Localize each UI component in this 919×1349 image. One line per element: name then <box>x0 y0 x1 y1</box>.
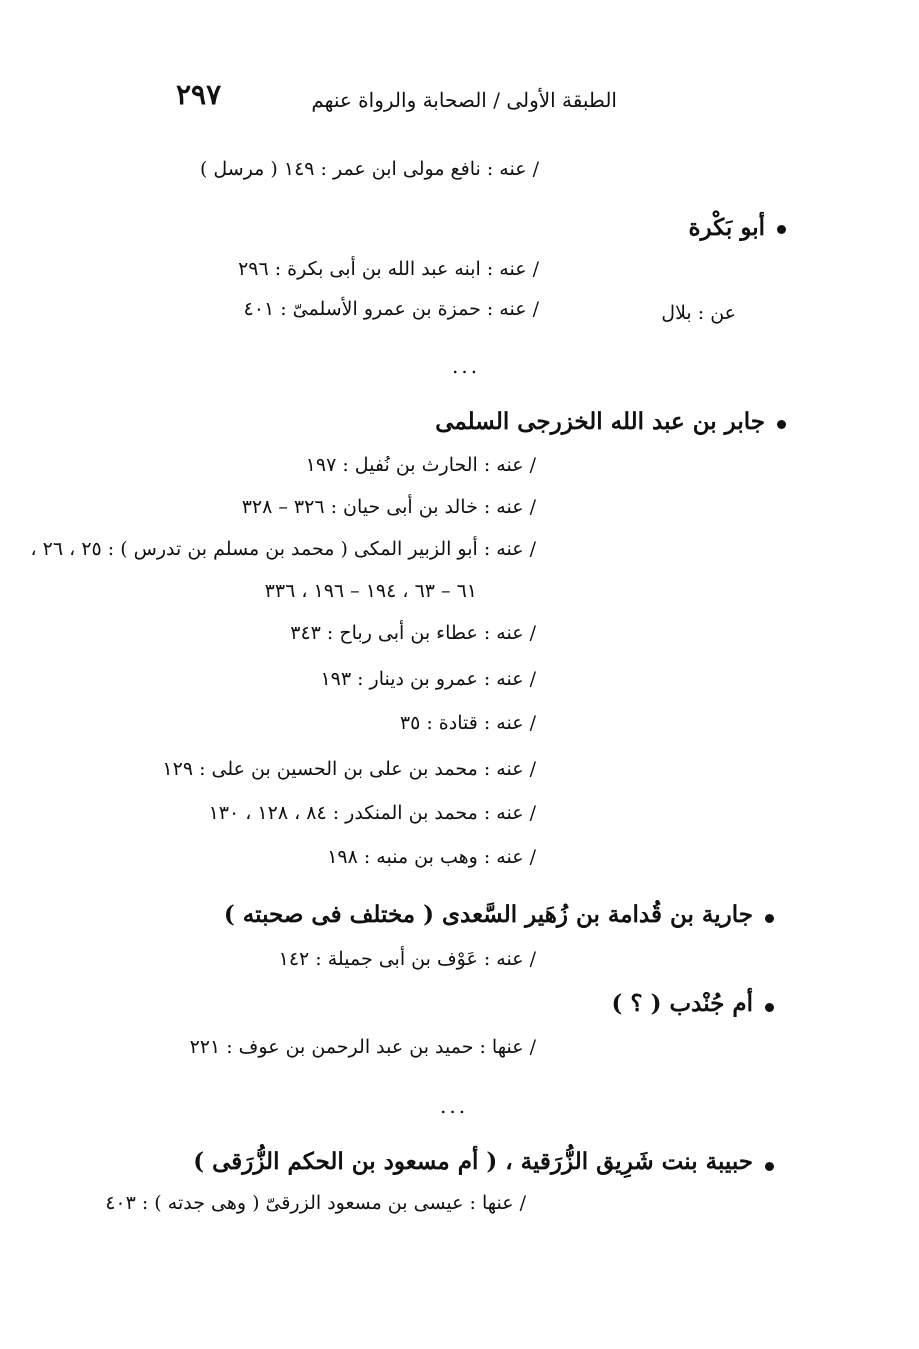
companion-name: جابر بن عبد الله الخزرجى السلمى <box>435 408 765 435</box>
narrator-line: / عنه : عمرو بن دينار : ١٩٣ <box>320 668 536 690</box>
bullet-icon <box>777 225 786 234</box>
narrator-line: / عنه : نافع مولى ابن عمر : ١٤٩ ( مرسل ) <box>199 158 539 180</box>
companion-name: أم جُنْدب ( ؟ ) <box>611 990 753 1017</box>
narrator-line: / عنها : عيسى بن مسعود الزرقىّ ( وهى جدته ) : ٤٠٣ <box>105 1192 526 1214</box>
bullet-icon <box>765 1003 774 1012</box>
narrator-line-continuation: ٦١ – ٦٣ ، ١٩٤ – ١٩٦ ، ٣٣٦ <box>264 580 477 602</box>
narrator-line: / عنه : عَوْف بن أبى جميلة : ١٤٢ <box>278 948 536 970</box>
narrator-line: / عنه : محمد بن على بن الحسين بن على : ١٢٩ <box>162 758 536 780</box>
running-header: الطبقة الأولى / الصحابة والرواة عنهم <box>311 88 617 112</box>
narrator-line: / عنه : وهب بن منبه : ١٩٨ <box>327 846 536 868</box>
bullet-icon <box>765 1162 774 1171</box>
side-note: عن : بلال <box>661 302 736 324</box>
narrator-line: / عنه : الحارث بن نُفيل : ١٩٧ <box>305 454 536 476</box>
bullet-icon <box>765 914 774 923</box>
narrator-line: / عنه : خالد بن أبى حيان : ٣٢٦ – ٣٢٨ <box>241 496 536 518</box>
narrator-line: / عنه : حمزة بن عمرو الأسلمىّ : ٤٠١ <box>243 298 539 320</box>
narrator-line: / عنه : ابنه عبد الله بن أبى بكرة : ٢٩٦ <box>238 258 539 280</box>
companion-name: جارية بن قُدامة بن زُهَير السَّعدى ( مختلف فى صحبته ) <box>223 901 753 928</box>
narrator-line: / عنها : حميد بن عبد الرحمن بن عوف : ٢٢١ <box>189 1036 536 1058</box>
narrator-line: / عنه : قتادة : ٣٥ <box>399 712 536 734</box>
narrator-line: / عنه : عطاء بن أبى رباح : ٣٤٣ <box>290 622 536 644</box>
companion-name: حبيبة بنت شَرِيق الزُّرَقية ، ( أم مسعود بن الحكم الزُّرَقى ) <box>193 1148 753 1175</box>
companion-name: أبو بَكْرة <box>688 214 765 241</box>
bullet-icon <box>777 420 786 429</box>
page-number: ٢٩٧ <box>176 78 222 111</box>
narrator-line: / عنه : محمد بن المنكدر : ٨٤ ، ١٢٨ ، ١٣٠ <box>208 802 536 824</box>
narrator-line: / عنه : أبو الزبير المكى ( محمد بن مسلم بن تدرس ) : ٢٥ ، ٢٦ ، <box>30 538 536 560</box>
section-separator: ... <box>440 1094 469 1118</box>
section-separator: ... <box>452 354 481 378</box>
